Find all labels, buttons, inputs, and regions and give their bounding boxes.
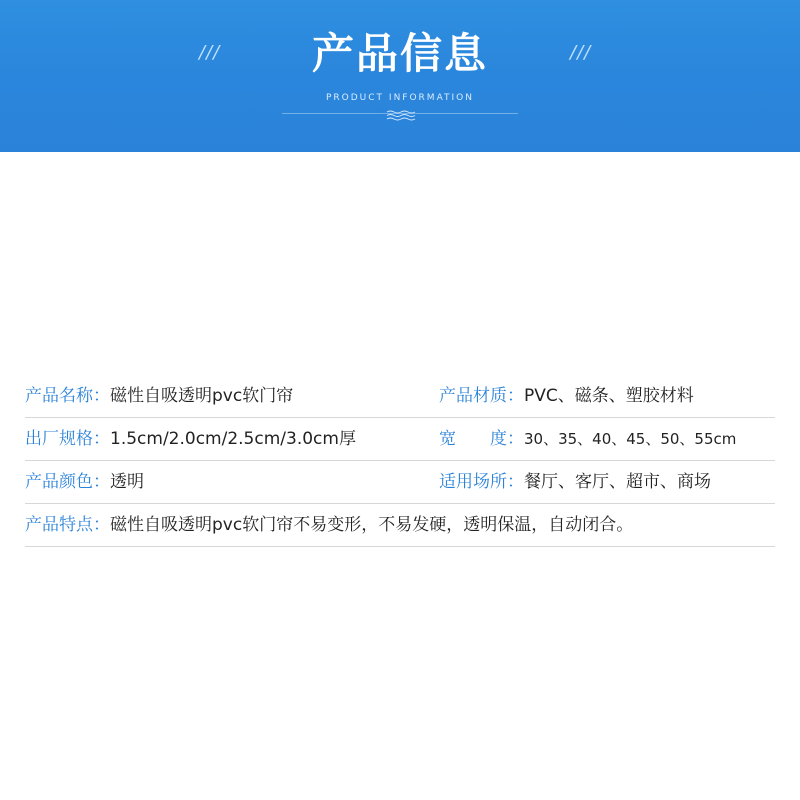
field-width [439,418,736,460]
field-value: 磁性自吸透明pvc软门帘 [110,386,294,406]
field-value: 30、35、40、45、50、55cm [524,430,737,448]
wave-icon [386,109,416,121]
field-material [439,375,694,417]
product-info-table [25,375,775,547]
page-title: 产品信息 [311,29,488,78]
field-value: 餐厅、客厅、超市、商场 [524,472,711,492]
field-label: 适用场所： [439,472,524,492]
field-label: 产品颜色： [25,472,110,492]
header-banner [0,0,800,152]
field-value: 1.5cm/2.0cm/2.5cm/3.0cm厚 [110,429,356,449]
field-value: PVC、磁条、塑胶材料 [524,386,694,406]
field-label: 产品材质： [439,386,524,406]
table-row [25,461,775,504]
field-label: 出厂规格： [25,429,110,449]
decorative-slashes-right: /// [570,42,592,63]
table-row [25,418,775,461]
page-subtitle: PRODUCT INFORMATION [325,93,475,103]
field-label: 产品名称： [25,386,110,406]
field-factory-spec [25,418,356,460]
field-product-name [25,375,293,417]
field-value: 透明 [110,472,144,492]
table-row [25,375,775,418]
table-row [25,504,775,547]
field-value: 磁性自吸透明pvc软门帘不易变形，不易发硬，透明保温，自动闭合。 [110,515,634,535]
field-features [25,504,633,546]
decorative-slashes-left: /// [199,42,221,63]
field-venues [439,461,711,503]
field-color [25,461,144,503]
field-label: 宽 度： [439,429,524,449]
field-label: 产品特点： [25,515,110,535]
